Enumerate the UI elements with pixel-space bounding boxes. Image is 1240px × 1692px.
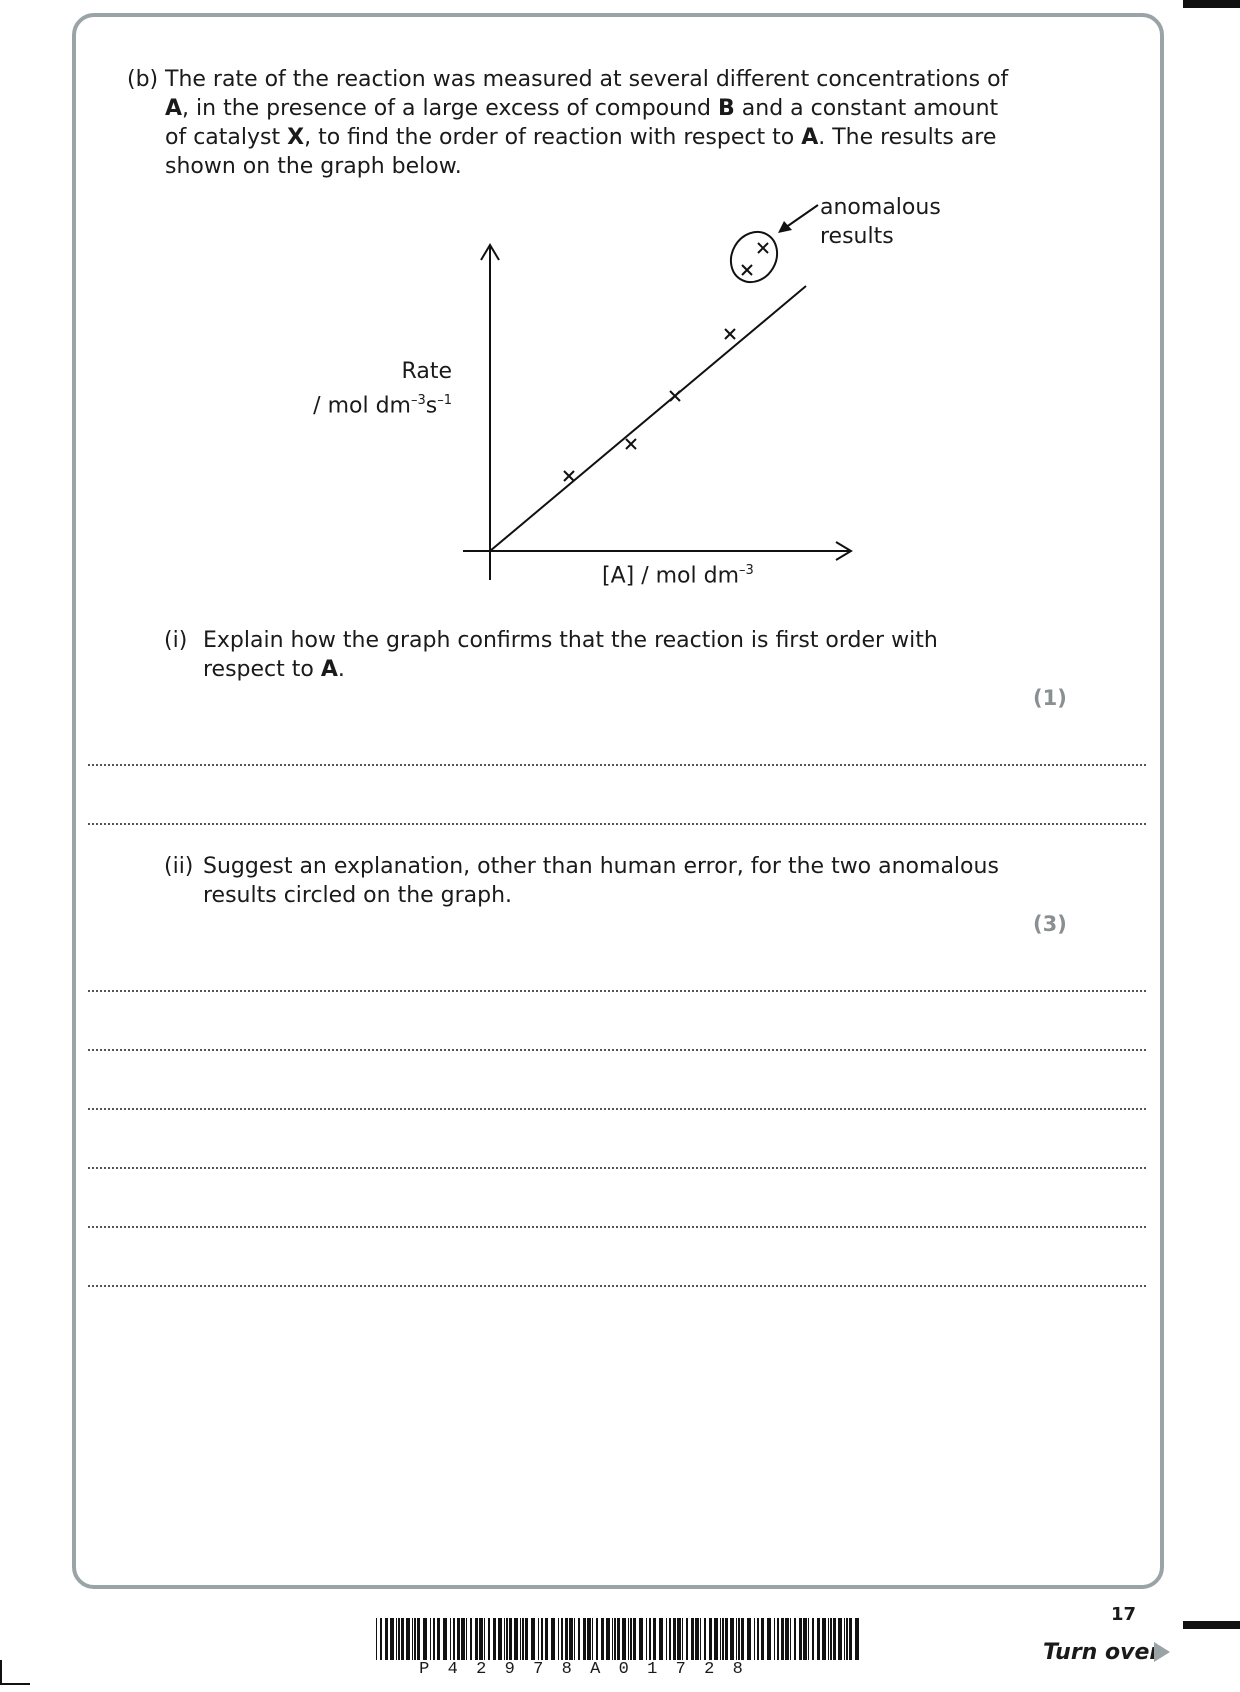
- barcode-bar: [414, 1618, 416, 1660]
- barcode-bar: [633, 1618, 636, 1660]
- barcode-bar: [695, 1618, 699, 1660]
- part-b-intro: [165, 65, 1015, 181]
- barcode-bar: [830, 1618, 832, 1660]
- barcode-bar: [525, 1618, 528, 1660]
- answer-line[interactable]: [88, 990, 1146, 992]
- barcode-digit: 8: [732, 1660, 743, 1679]
- barcode-bar: [757, 1618, 759, 1660]
- barcode-bar: [822, 1618, 826, 1660]
- barcode-bar: [475, 1618, 478, 1660]
- barcode-bar: [578, 1618, 580, 1660]
- turn-over-arrow-icon: [1154, 1642, 1170, 1662]
- barcode: [376, 1618, 862, 1660]
- barcode-bar: [376, 1618, 377, 1660]
- barcode-bar: [849, 1618, 852, 1660]
- barcode-bar: [443, 1618, 447, 1660]
- barcode-bar: [777, 1618, 779, 1660]
- barcode-bar: [545, 1618, 548, 1660]
- barcode-bar: [493, 1618, 496, 1660]
- barcode-bar: [747, 1618, 751, 1660]
- barcode-bar: [649, 1618, 651, 1660]
- anomalous-point: [742, 265, 752, 275]
- text-run: The rate of the reaction was measured at several different concentrations of: [165, 67, 1009, 92]
- barcode-bar: [401, 1618, 404, 1660]
- barcode-bar: [808, 1618, 809, 1660]
- barcode-bar: [738, 1618, 740, 1660]
- barcode-bar: [380, 1618, 382, 1660]
- data-point: [725, 329, 735, 339]
- barcode-bar: [686, 1618, 688, 1660]
- barcode-bar: [423, 1618, 427, 1660]
- barcode-bar: [725, 1618, 728, 1660]
- registration-mark-bottom: [1183, 1621, 1240, 1629]
- barcode-bar: [479, 1618, 483, 1660]
- barcode-bar: [653, 1618, 656, 1660]
- barcode-bar: [673, 1618, 676, 1660]
- barcode-bar: [646, 1618, 647, 1660]
- barcode-bar: [838, 1618, 842, 1660]
- barcode-bar: [385, 1618, 388, 1660]
- barcode-bar: [709, 1618, 712, 1660]
- barcode-bar: [794, 1618, 796, 1660]
- barcode-bar: [574, 1618, 575, 1660]
- data-point: [564, 471, 574, 481]
- answer-line[interactable]: [88, 1108, 1146, 1110]
- question-ii-text: [203, 852, 1023, 910]
- barcode-bar: [790, 1618, 791, 1660]
- rate-graph: [300, 185, 960, 605]
- anomalous-circle: [722, 223, 786, 290]
- page-number: 17: [1111, 1604, 1137, 1625]
- barcode-bar: [504, 1618, 505, 1660]
- text-run: . The results are shown on the graph below.: [165, 125, 997, 179]
- barcode-bar: [412, 1618, 413, 1660]
- barcode-bar: [565, 1618, 568, 1660]
- barcode-digit: P: [419, 1660, 430, 1679]
- barcode-bar: [461, 1618, 465, 1660]
- annotation-arrowhead: [778, 221, 792, 233]
- barcode-bar: [799, 1618, 802, 1660]
- barcode-bar: [741, 1618, 744, 1660]
- barcode-bar: [722, 1618, 724, 1660]
- x-axis-label: [A] / mol $dm^{-3}$: [602, 563, 754, 589]
- barcode-bar: [628, 1618, 629, 1660]
- barcode-bar: [606, 1618, 610, 1660]
- data-point: [626, 439, 636, 449]
- barcode-bar: [781, 1618, 784, 1660]
- anomalous-results-annotation: anomalous results: [820, 195, 941, 249]
- barcode-bar: [587, 1618, 591, 1660]
- barcode-bar: [669, 1618, 671, 1660]
- barcode-bar: [450, 1618, 451, 1660]
- barcode-bar: [803, 1618, 807, 1660]
- barcode-bar: [785, 1618, 789, 1660]
- barcode-bar: [601, 1618, 604, 1660]
- barcode-bar: [617, 1618, 620, 1660]
- registration-mark-left-vertical: [0, 1660, 2, 1685]
- question-i-text: [203, 626, 1023, 684]
- barcode-bar: [430, 1618, 431, 1660]
- question-ii-label: (ii): [164, 854, 194, 879]
- text-run: .: [337, 657, 345, 682]
- barcode-bar: [457, 1618, 460, 1660]
- barcode-bar: [704, 1618, 706, 1660]
- barcode-bar: [761, 1618, 764, 1660]
- barcode-bar: [433, 1618, 435, 1660]
- barcode-bar: [390, 1618, 394, 1660]
- anomalous-point: [758, 243, 768, 253]
- barcode-bar: [506, 1618, 508, 1660]
- answer-line[interactable]: [88, 1167, 1146, 1169]
- barcode-bar: [630, 1618, 632, 1660]
- text-run: A: [165, 96, 183, 121]
- barcode-digit: 0: [618, 1660, 629, 1679]
- barcode-digit: 8: [561, 1660, 572, 1679]
- text-run: Suggest an explanation, other than human error, for the two anomalous results circled on the graph.: [203, 854, 999, 908]
- barcode-bar: [846, 1618, 848, 1660]
- barcode-bar: [844, 1618, 845, 1660]
- question-i-label: (i): [164, 628, 188, 653]
- barcode-bar: [767, 1618, 771, 1660]
- y-axis-label: Rate / mol $dm^{-3}s^{-1}$: [313, 359, 452, 419]
- barcode-bar: [730, 1618, 734, 1660]
- barcode-bar: [453, 1618, 455, 1660]
- barcode-bar: [736, 1618, 737, 1660]
- barcode-digits: [410, 1660, 752, 1679]
- text-run: , in the presence of a large excess of compound: [182, 96, 718, 121]
- registration-mark-left: [0, 1683, 30, 1685]
- barcode-bar: [583, 1618, 586, 1660]
- barcode-digit: 9: [504, 1660, 515, 1679]
- barcode-bar: [520, 1618, 521, 1660]
- text-run: A: [801, 125, 819, 150]
- barcode-digit: 1: [647, 1660, 658, 1679]
- barcode-bar: [700, 1618, 701, 1660]
- barcode-bar: [720, 1618, 721, 1660]
- question-ii-marks: (3): [1033, 912, 1067, 936]
- barcode-bar: [754, 1618, 755, 1660]
- text-run: A: [320, 657, 338, 682]
- barcode-bar: [406, 1618, 410, 1660]
- barcode-bar: [714, 1618, 718, 1660]
- barcode-bar: [612, 1618, 613, 1660]
- answer-line[interactable]: [88, 764, 1146, 766]
- barcode-bar: [666, 1618, 667, 1660]
- barcode-bar: [551, 1618, 555, 1660]
- barcode-digit: 7: [675, 1660, 686, 1679]
- barcode-bar: [561, 1618, 563, 1660]
- barcode-bar: [398, 1618, 400, 1660]
- turn-over-text: Turn over: [1043, 1640, 1161, 1665]
- barcode-bar: [484, 1618, 485, 1660]
- text-run: X: [287, 125, 305, 150]
- barcode-bar: [817, 1618, 820, 1660]
- barcode-bar: [812, 1618, 814, 1660]
- answer-line[interactable]: [88, 1049, 1146, 1051]
- barcode-bar: [659, 1618, 663, 1660]
- text-run: B: [718, 96, 735, 121]
- barcode-bar: [417, 1618, 420, 1660]
- best-fit-line: [490, 286, 806, 551]
- barcode-bar: [514, 1618, 518, 1660]
- barcode-bar: [470, 1618, 472, 1660]
- barcode-bar: [437, 1618, 440, 1660]
- barcode-bar: [522, 1618, 524, 1660]
- text-run: , to find the order of reaction with respect to: [304, 125, 802, 150]
- registration-mark-top: [1183, 0, 1240, 8]
- barcode-bar: [569, 1618, 573, 1660]
- barcode-bar: [538, 1618, 539, 1660]
- barcode-digit: 2: [476, 1660, 487, 1679]
- barcode-bar: [541, 1618, 543, 1660]
- barcode-bar: [596, 1618, 598, 1660]
- barcode-bar: [828, 1618, 829, 1660]
- barcode-digit: A: [590, 1660, 601, 1679]
- barcode-bar: [691, 1618, 694, 1660]
- text-run: Explain how the graph confirms that the reaction is first order with respect to: [203, 628, 938, 682]
- answer-line[interactable]: [88, 823, 1146, 825]
- barcode-bar: [774, 1618, 775, 1660]
- barcode-bar: [622, 1618, 626, 1660]
- barcode-bar: [498, 1618, 502, 1660]
- barcode-bar: [614, 1618, 616, 1660]
- barcode-bar: [833, 1618, 836, 1660]
- barcode-bar: [396, 1618, 397, 1660]
- data-point: [670, 391, 680, 401]
- barcode-bar: [592, 1618, 593, 1660]
- barcode-bar: [531, 1618, 535, 1660]
- barcode-bar: [558, 1618, 559, 1660]
- barcode-digit: 2: [704, 1660, 715, 1679]
- barcode-bar: [466, 1618, 467, 1660]
- barcode-bar: [682, 1618, 683, 1660]
- barcode-bar: [488, 1618, 490, 1660]
- answer-line[interactable]: [88, 1285, 1146, 1287]
- barcode-bar: [509, 1618, 512, 1660]
- barcode-digit: 7: [533, 1660, 544, 1679]
- part-label: (b): [127, 67, 159, 92]
- barcode-bar: [855, 1618, 859, 1660]
- barcode-bar: [639, 1618, 643, 1660]
- barcode-bar: [677, 1618, 681, 1660]
- answer-line[interactable]: [88, 1226, 1146, 1228]
- question-i-marks: (1): [1033, 686, 1067, 710]
- text-run: and a constant amount of catalyst: [165, 96, 999, 150]
- barcode-digit: 4: [447, 1660, 458, 1679]
